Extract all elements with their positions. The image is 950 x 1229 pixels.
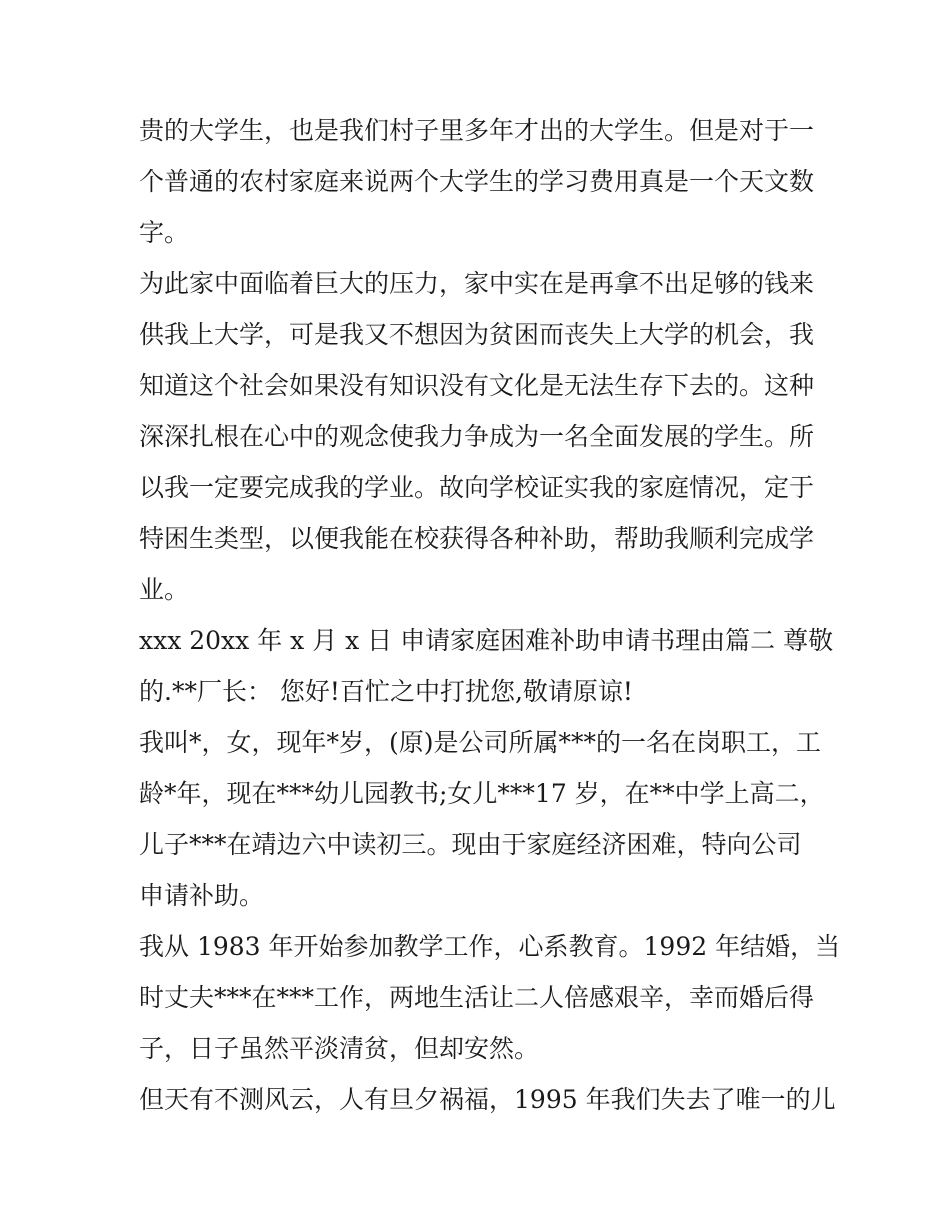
text-line: 特困生类型，以便我能在校获得各种补助，帮助我顺利完成学 <box>139 524 815 553</box>
text-line: 为此家中面临着巨大的压力，家中实在是再拿不出足够的钱来 <box>139 269 815 298</box>
text-line: 我从 1983 年开始参加教学工作，心系教育。1992 年结婚，当 <box>139 932 841 961</box>
text-line: 我叫*，女，现年*岁，(原)是公司所属***的一名在岗职工，工 <box>139 728 822 757</box>
text-line: 儿子***在靖边六中读初三。现由于家庭经济困难，特向公司 <box>139 830 802 859</box>
document-body <box>139 105 841 1125</box>
text-line: 个普通的农村家庭来说两个大学生的学习费用真是一个天文数 <box>139 167 815 196</box>
text-line: 时丈夫***在***工作，两地生活让二人倍感艰辛，幸而婚后得 <box>139 983 815 1012</box>
text-line: 深深扎根在心中的观念使我力争成为一名全面发展的学生。所 <box>139 422 815 451</box>
text-line: 业。 <box>139 575 190 604</box>
text-line: 申请补助。 <box>139 881 265 910</box>
text-line: xxx 20xx 年 x 月 x 日 申请家庭困难补助申请书理由篇二 尊敬 <box>139 626 834 655</box>
text-line: 但天有不测风云，人有旦夕祸福，1995 年我们失去了唯一的儿 <box>139 1085 836 1114</box>
text-line: 子，日子虽然平淡清贫，但却安然。 <box>139 1034 540 1063</box>
text-line: 龄*年，现在***幼儿园教书;女儿***17 岁，在**中学上高二， <box>139 779 825 808</box>
text-line: 知道这个社会如果没有知识没有文化是无法生存下去的。这种 <box>139 371 815 400</box>
text-line: 字。 <box>139 218 190 247</box>
text-line: 以我一定要完成我的学业。故向学校证实我的家庭情况，定于 <box>139 473 815 502</box>
text-line: 的.**厂长： 您好!百忙之中打扰您,敬请原谅! <box>139 677 633 706</box>
text-line: 贵的大学生，也是我们村子里多年才出的大学生。但是对于一 <box>139 116 815 145</box>
text-line: 供我上大学，可是我又不想因为贫困而丧失上大学的机会，我 <box>139 320 815 349</box>
